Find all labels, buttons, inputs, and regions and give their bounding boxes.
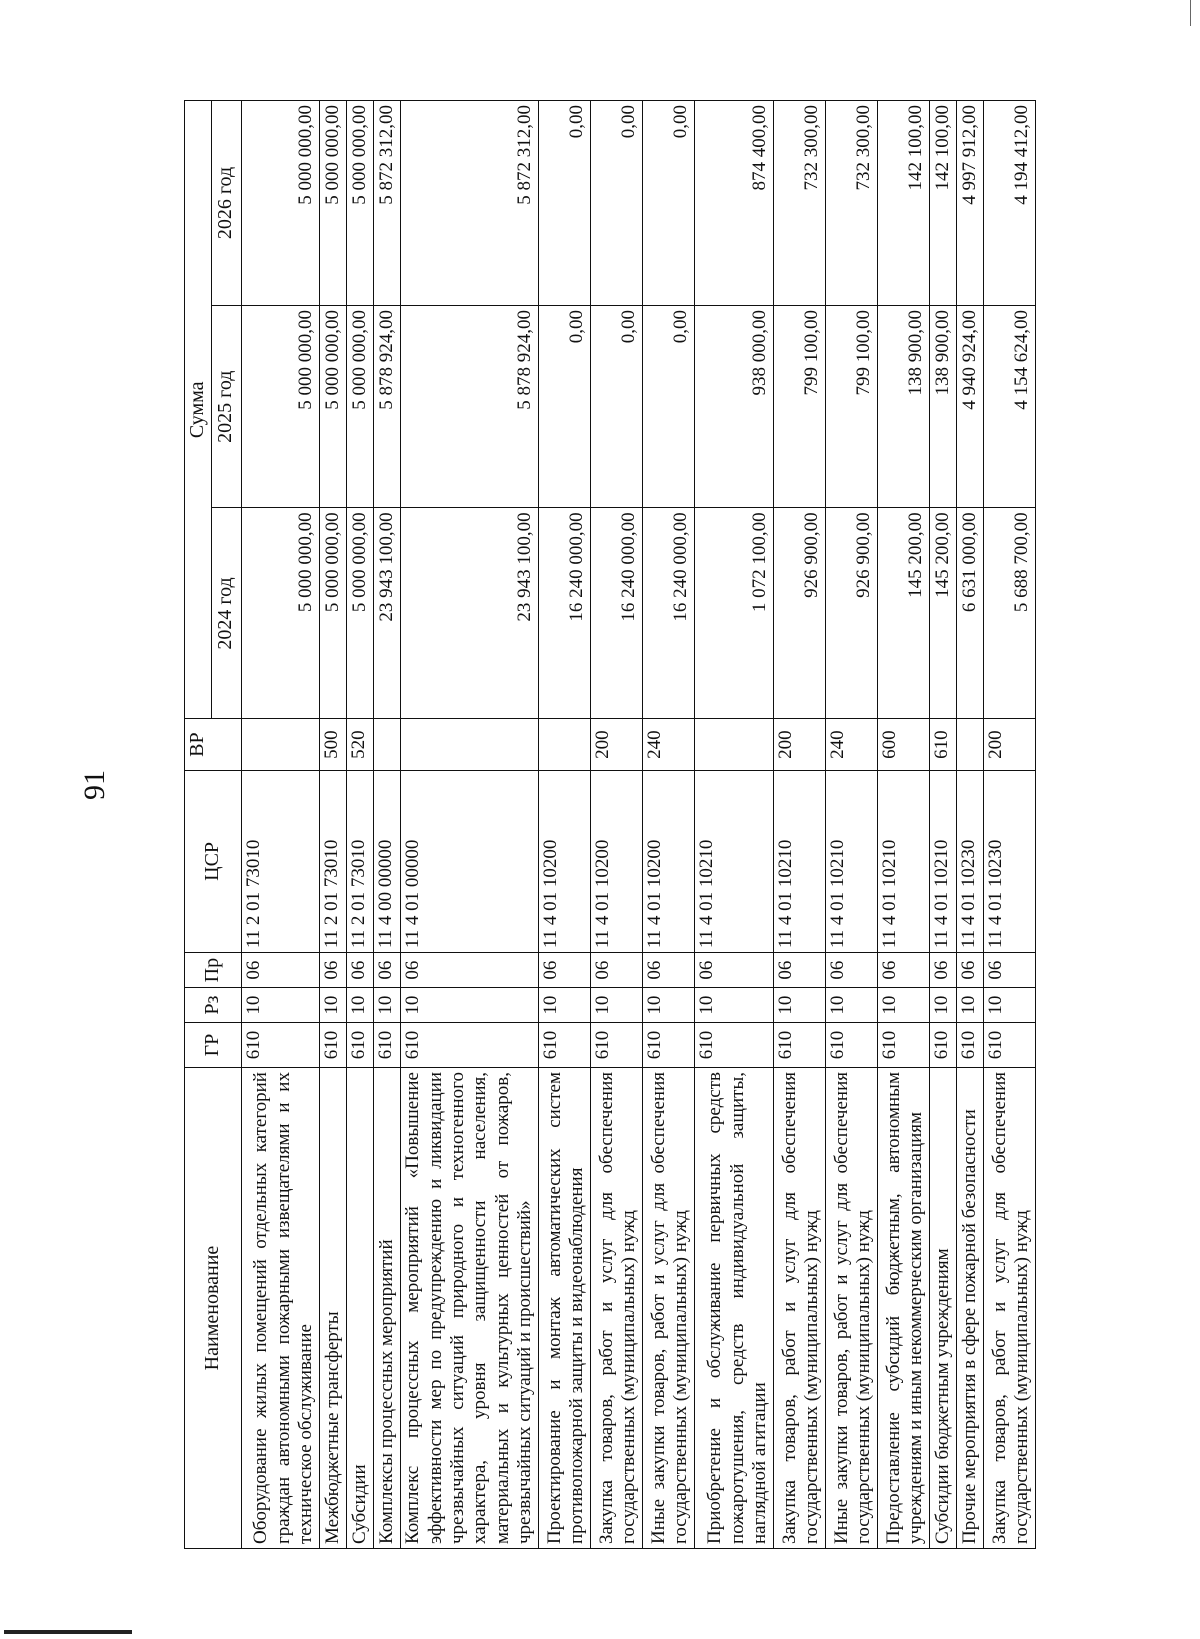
row-rz-cell: 10 [400, 988, 538, 1023]
row-2024-cell: 23 943 100,00 [400, 508, 538, 719]
row-pr-cell: 06 [373, 953, 400, 988]
row-gr-cell: 610 [400, 1023, 538, 1068]
row-2024-cell: 6 631 000,00 [956, 508, 983, 719]
row-csr-cell: 11 4 01 10230 [956, 770, 983, 952]
row-rz-cell: 10 [590, 988, 642, 1023]
table-row [346, 101, 373, 1549]
row-name-cell: Прочие мероприятия в сфере пожарной безопасности [956, 1068, 983, 1549]
row-name-cell: Иные закупки товаров, работ и услуг для обеспечения государственных (муниципальных) нужд [825, 1068, 877, 1549]
row-pr-cell: 06 [642, 953, 694, 988]
row-2025-cell: 5 878 924,00 [373, 305, 400, 507]
row-gr-cell: 610 [346, 1023, 373, 1068]
row-2024-cell: 5 000 000,00 [346, 508, 373, 719]
row-pr-cell: 06 [825, 953, 877, 988]
row-pr-cell: 06 [538, 953, 590, 988]
table-row [319, 101, 346, 1549]
row-2025-cell: 5 000 000,00 [346, 305, 373, 507]
row-2026-cell: 0,00 [538, 101, 590, 306]
row-2025-cell: 5 000 000,00 [319, 305, 346, 507]
header-2024: 2024 год [211, 508, 241, 719]
row-gr-cell: 610 [825, 1023, 877, 1068]
row-name-cell: Иные закупки товаров, работ и услуг для обеспечения государственных (муниципальных) нужд [642, 1068, 694, 1549]
row-gr-cell: 610 [877, 1023, 929, 1068]
table-row [694, 101, 773, 1549]
table-row [400, 101, 538, 1549]
scan-edge-mark [1190, 0, 1191, 26]
row-2024-cell: 145 200,00 [877, 508, 929, 719]
row-rz-cell: 10 [373, 988, 400, 1023]
row-vr-cell [241, 719, 319, 770]
row-name-cell: Закупка товаров, работ и услуг для обеспечения государственных (муниципальных) нужд [983, 1068, 1035, 1549]
row-2025-cell: 5 878 924,00 [400, 305, 538, 507]
row-name-cell: Закупка товаров, работ и услуг для обеспечения государственных (муниципальных) нужд [590, 1068, 642, 1549]
row-rz-cell: 10 [825, 988, 877, 1023]
row-csr-cell: 11 2 01 73010 [319, 770, 346, 952]
budget-table [184, 100, 1036, 1549]
row-gr-cell: 610 [642, 1023, 694, 1068]
row-2024-cell: 145 200,00 [929, 508, 956, 719]
row-gr-cell: 610 [373, 1023, 400, 1068]
row-name-cell: Проектирование и монтаж автоматических систем противопожарной защиты и видеонаблюдения [538, 1068, 590, 1549]
row-pr-cell: 06 [773, 953, 825, 988]
row-csr-cell: 11 4 01 10200 [642, 770, 694, 952]
header-sum: Сумма [185, 101, 212, 720]
row-pr-cell: 06 [694, 953, 773, 988]
row-name-cell: Межбюджетные трансферты [319, 1068, 346, 1549]
table-row [877, 101, 929, 1549]
row-vr-cell: 200 [983, 719, 1035, 770]
row-2024-cell: 926 900,00 [773, 508, 825, 719]
row-vr-cell [400, 719, 538, 770]
table-row [929, 101, 956, 1549]
row-2026-cell: 142 100,00 [929, 101, 956, 306]
row-rz-cell: 10 [983, 988, 1035, 1023]
row-2026-cell: 732 300,00 [773, 101, 825, 306]
row-gr-cell: 610 [590, 1023, 642, 1068]
page-number: 91 [78, 770, 111, 800]
row-gr-cell: 610 [773, 1023, 825, 1068]
row-csr-cell: 11 4 01 10200 [590, 770, 642, 952]
row-pr-cell: 06 [241, 953, 319, 988]
row-pr-cell: 06 [956, 953, 983, 988]
table-row [241, 101, 319, 1549]
row-vr-cell: 610 [929, 719, 956, 770]
row-pr-cell: 06 [590, 953, 642, 988]
row-2026-cell: 4 997 912,00 [956, 101, 983, 306]
row-csr-cell: 11 4 01 10210 [825, 770, 877, 952]
row-name-cell: Приобретение и обслуживание первичных средств пожаротушения, средств индивидуальной защиты, наглядной агитации [694, 1068, 773, 1549]
row-2024-cell: 23 943 100,00 [373, 508, 400, 719]
row-2026-cell: 5 872 312,00 [373, 101, 400, 306]
row-gr-cell: 610 [956, 1023, 983, 1068]
row-2024-cell: 16 240 000,00 [538, 508, 590, 719]
row-rz-cell: 10 [694, 988, 773, 1023]
table-row [773, 101, 825, 1549]
row-gr-cell: 610 [694, 1023, 773, 1068]
table-header-row [185, 101, 212, 1549]
row-gr-cell: 610 [983, 1023, 1035, 1068]
row-2025-cell: 938 000,00 [694, 305, 773, 507]
header-csr: ЦСР [185, 770, 242, 952]
row-vr-cell: 520 [346, 719, 373, 770]
header-2025: 2025 год [211, 305, 241, 507]
table-body [241, 101, 1035, 1549]
header-gr: ГР [185, 1023, 242, 1068]
row-vr-cell: 500 [319, 719, 346, 770]
row-vr-cell: 600 [877, 719, 929, 770]
table-row [590, 101, 642, 1549]
row-2024-cell: 5 000 000,00 [319, 508, 346, 719]
row-csr-cell: 11 2 01 73010 [241, 770, 319, 952]
row-rz-cell: 10 [538, 988, 590, 1023]
row-vr-cell: 240 [642, 719, 694, 770]
table-row [642, 101, 694, 1549]
row-2025-cell: 0,00 [590, 305, 642, 507]
row-2025-cell: 138 900,00 [929, 305, 956, 507]
table-row [373, 101, 400, 1549]
row-name-cell: Закупка товаров, работ и услуг для обеспечения государственных (муниципальных) нужд [773, 1068, 825, 1549]
row-2026-cell: 0,00 [590, 101, 642, 306]
row-pr-cell: 06 [877, 953, 929, 988]
header-2026: 2026 год [211, 101, 241, 306]
row-csr-cell: 11 4 01 10210 [877, 770, 929, 952]
row-2026-cell: 5 000 000,00 [319, 101, 346, 306]
row-rz-cell: 10 [241, 988, 319, 1023]
row-name-cell: Предоставление субсидий бюджетным, автономным учреждениям и иным некоммерческим организациям [877, 1068, 929, 1549]
row-name-cell: Субсидии [346, 1068, 373, 1549]
row-csr-cell: 11 2 01 73010 [346, 770, 373, 952]
row-rz-cell: 10 [956, 988, 983, 1023]
row-csr-cell: 11 4 01 10210 [929, 770, 956, 952]
row-2026-cell: 732 300,00 [825, 101, 877, 306]
header-rz: Рз [185, 988, 242, 1023]
row-csr-cell: 11 4 01 10210 [694, 770, 773, 952]
row-vr-cell: 200 [773, 719, 825, 770]
row-csr-cell: 11 4 01 10200 [538, 770, 590, 952]
row-2025-cell: 4 940 924,00 [956, 305, 983, 507]
row-2025-cell: 0,00 [538, 305, 590, 507]
row-2026-cell: 5 000 000,00 [241, 101, 319, 306]
table-row [825, 101, 877, 1549]
row-2024-cell: 16 240 000,00 [590, 508, 642, 719]
row-2024-cell: 5 688 700,00 [983, 508, 1035, 719]
table-row [983, 101, 1035, 1549]
row-rz-cell: 10 [773, 988, 825, 1023]
row-pr-cell: 06 [400, 953, 538, 988]
row-vr-cell [694, 719, 773, 770]
row-pr-cell: 06 [319, 953, 346, 988]
rotated-table-wrapper [184, 100, 1033, 1549]
row-2024-cell: 1 072 100,00 [694, 508, 773, 719]
row-2026-cell: 5 000 000,00 [346, 101, 373, 306]
row-2025-cell: 4 154 624,00 [983, 305, 1035, 507]
row-rz-cell: 10 [929, 988, 956, 1023]
row-rz-cell: 10 [346, 988, 373, 1023]
row-2025-cell: 799 100,00 [825, 305, 877, 507]
header-pr: Пр [185, 953, 242, 988]
table-row [956, 101, 983, 1549]
row-gr-cell: 610 [929, 1023, 956, 1068]
row-vr-cell [956, 719, 983, 770]
row-csr-cell: 11 4 00 00000 [373, 770, 400, 952]
row-2026-cell: 874 400,00 [694, 101, 773, 306]
row-pr-cell: 06 [929, 953, 956, 988]
row-2024-cell: 5 000 000,00 [241, 508, 319, 719]
table-row [538, 101, 590, 1549]
row-pr-cell: 06 [346, 953, 373, 988]
row-rz-cell: 10 [319, 988, 346, 1023]
row-rz-cell: 10 [877, 988, 929, 1023]
row-name-cell: Субсидии бюджетным учреждениям [929, 1068, 956, 1549]
row-2024-cell: 926 900,00 [825, 508, 877, 719]
row-csr-cell: 11 4 01 00000 [400, 770, 538, 952]
row-name-cell: Комплексы процессных мероприятий [373, 1068, 400, 1549]
row-name-cell: Оборудование жилых помещений отдельных категорий граждан автономными пожарными извещателями и их техническое обслуживание [241, 1068, 319, 1549]
row-vr-cell: 240 [825, 719, 877, 770]
row-2026-cell: 0,00 [642, 101, 694, 306]
row-2025-cell: 5 000 000,00 [241, 305, 319, 507]
row-csr-cell: 11 4 01 10210 [773, 770, 825, 952]
row-2025-cell: 799 100,00 [773, 305, 825, 507]
header-vr: ВР [185, 719, 242, 770]
row-2025-cell: 138 900,00 [877, 305, 929, 507]
header-name: Наименование [185, 1068, 242, 1549]
row-2026-cell: 4 194 412,00 [983, 101, 1035, 306]
row-2025-cell: 0,00 [642, 305, 694, 507]
row-2024-cell: 16 240 000,00 [642, 508, 694, 719]
row-2026-cell: 142 100,00 [877, 101, 929, 306]
row-vr-cell: 200 [590, 719, 642, 770]
row-csr-cell: 11 4 01 10230 [983, 770, 1035, 952]
row-vr-cell [538, 719, 590, 770]
row-pr-cell: 06 [983, 953, 1035, 988]
row-gr-cell: 610 [241, 1023, 319, 1068]
scan-bar-mark [4, 1630, 132, 1634]
row-vr-cell [373, 719, 400, 770]
row-rz-cell: 10 [642, 988, 694, 1023]
row-gr-cell: 610 [319, 1023, 346, 1068]
row-2026-cell: 5 872 312,00 [400, 101, 538, 306]
row-name-cell: Комплекс процессных мероприятий «Повышение эффективности мер по предупреждению и ликвидации чрезвычайных ситуаций природного и техногенного характера, уровня защищенности населения, материальных и культурных ценностей от пожаров, чрезвычайных ситуаций и происшествий» [400, 1068, 538, 1549]
row-gr-cell: 610 [538, 1023, 590, 1068]
